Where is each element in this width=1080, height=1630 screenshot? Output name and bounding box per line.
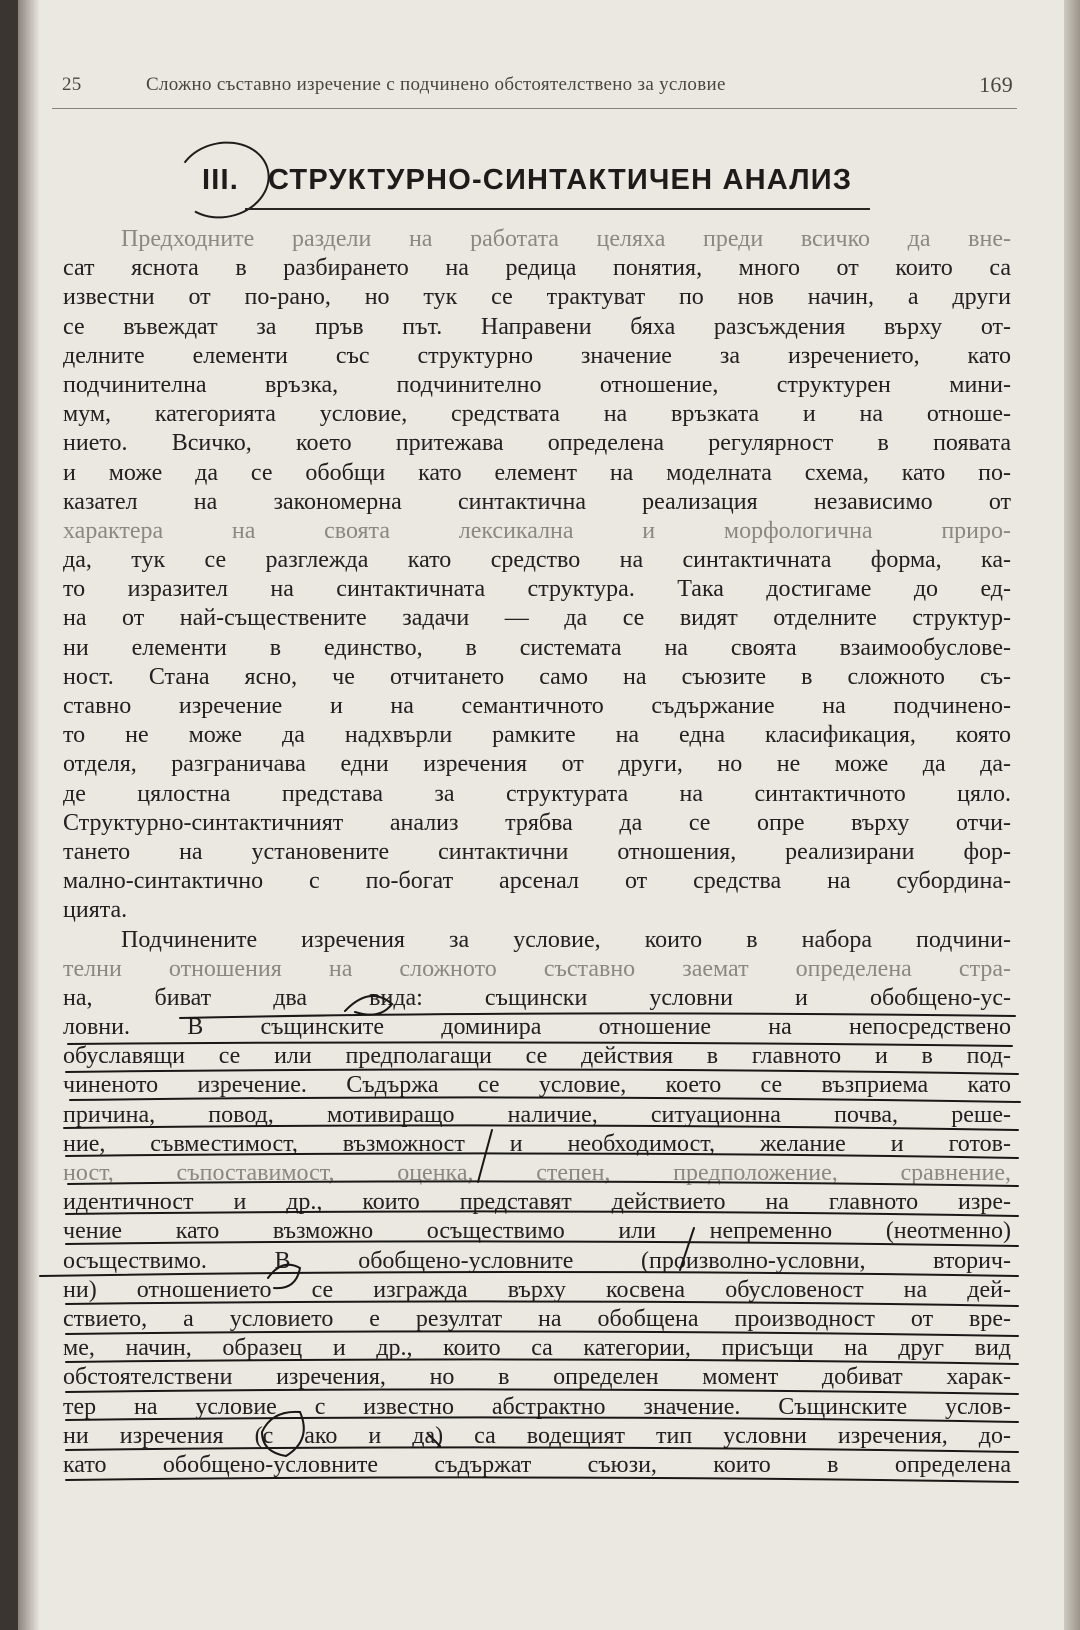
text-line: Предходните раздели на работата целяха преди всичко да вне- bbox=[121, 226, 1011, 252]
text-line: ни) отношението се изгражда върху косвена обусловеност на дей- bbox=[63, 1276, 1011, 1303]
text-line: осъществимо. В обобщено-условните (произволно-условни, вторич- bbox=[63, 1247, 1011, 1274]
text-line: нието. Всичко, което притежава определена регулярност в появата bbox=[63, 430, 1011, 457]
text-line: цията. bbox=[63, 897, 128, 924]
text-line: известни от по-рано, но тук се трактуват по нов начин, а други bbox=[63, 284, 1011, 311]
text-line: тането на установените синтактични отношения, реализирани фор- bbox=[63, 838, 1011, 865]
text-line: Структурно-синтактичният анализ трябва да се опре върху отчи- bbox=[63, 809, 1011, 836]
text-line: тер на условие с известно абстрактно значение. Същинските услов- bbox=[63, 1393, 1011, 1420]
page-number-left: 25 bbox=[62, 74, 82, 95]
text-line: сат яснота в разбирането на редица понятия, много от които са bbox=[63, 255, 1011, 282]
text-line: де цялостна представа за структурата на синтактичното цяло. bbox=[63, 780, 1011, 807]
body-text bbox=[63, 225, 1011, 1480]
text-line: да, тук се разглежда като средство на синтактичната форма, ка- bbox=[63, 547, 1011, 574]
text-line: идентичност и др., които представят действието на главното изре- bbox=[63, 1189, 1011, 1216]
text-line: мум, категорията условие, средствата на връзката и на отноше- bbox=[63, 401, 1011, 428]
text-line: като обобщено-условните съдържат съюзи, които в определена bbox=[63, 1451, 1011, 1478]
section-title: СТРУКТУРНО-СИНТАКТИЧЕН АНАЛИЗ bbox=[268, 164, 853, 196]
text-line: ни елементи в единство, в системата на своята взаимообусловe- bbox=[63, 634, 1011, 661]
text-line: то изразител на синтактичната структура. Така достигаме до ед- bbox=[63, 576, 1011, 603]
text-line: ме, начин, образец и др., които са категории, присъщи на друг вид bbox=[63, 1335, 1011, 1362]
text-line: телни отношения на сложното съставно заемат определена стра- bbox=[63, 955, 1011, 982]
text-line: ни изречения (с ако и да) са водещият тип условни изречения, до- bbox=[63, 1422, 1011, 1449]
text-line: на, биват два вида: същински условни и обобщено-ус- bbox=[63, 984, 1011, 1011]
running-title: Сложно съставно изречение с подчинено обстоятелствено за условие bbox=[146, 74, 726, 95]
text-line: казател на закономерна синтактична реализация независимо от bbox=[63, 488, 1011, 515]
running-header bbox=[60, 74, 1015, 104]
title-underline bbox=[245, 208, 870, 210]
text-line: ствието, а условието е резултат на обобщена производност от вре- bbox=[63, 1305, 1011, 1332]
text-line: то не може да надхвърли рамките на една класификация, която bbox=[63, 722, 1011, 749]
text-line: на от най-съществените задачи — да се видят отделните структур- bbox=[63, 605, 1011, 632]
text-line: отделя, разграничава едни изречения от други, но не може да да- bbox=[63, 751, 1011, 778]
text-line: Подчинените изречения за условие, които в набора подчини- bbox=[121, 926, 1011, 953]
gutter-shadow bbox=[18, 0, 40, 1630]
section-heading bbox=[170, 160, 890, 210]
text-line: обстоятелствени изречения, но в определен момент добиват харак- bbox=[63, 1364, 1011, 1391]
text-line: ловни. В същинските доминира отношение на непосредствено bbox=[63, 1014, 1011, 1041]
text-line: характера на своята лексикална и морфологична приро- bbox=[63, 517, 1011, 544]
text-line: ние, съвместимост, възможност и необходимост, желание и готов- bbox=[63, 1130, 1011, 1157]
text-line: и може да се обобщи като елемент на моделната схема, като по- bbox=[63, 459, 1011, 486]
header-rule bbox=[52, 108, 1017, 109]
text-line: подчинителна връзка, подчинително отношение, структурен мини- bbox=[63, 371, 1011, 398]
text-line: причина, повод, мотивиращо наличие, ситуационна почва, реше- bbox=[63, 1101, 1011, 1128]
text-line: мално-синтактично с по-богат арсенал от средства на субордина- bbox=[63, 868, 1011, 895]
text-line: ност. Стана ясно, че отчитането само на съюзите в сложното съ- bbox=[63, 663, 1011, 690]
text-line: се въвеждат за пръв път. Направени бяха разсъждения върху от- bbox=[63, 313, 1011, 340]
text-line: чение като възможно осъществимо или непременно (неотменно) bbox=[63, 1218, 1011, 1245]
text-line: ставно изречение и на семантичното съдържание на подчинено- bbox=[63, 693, 1011, 719]
text-line: чиненото изречение. Съдържа се условие, което се възприема като bbox=[63, 1072, 1011, 1099]
text-line: делните елементи със структурно значение за изречението, като bbox=[63, 342, 1011, 369]
text-line: ност, съпоставимост, оценка, степен, предположение, сравнение, bbox=[63, 1160, 1011, 1186]
section-number: III. bbox=[202, 164, 240, 196]
text-line: обуславящи се или предполагащи се действия в главното и в под- bbox=[63, 1043, 1011, 1070]
page-number-right: 169 bbox=[979, 72, 1013, 97]
page-edge bbox=[1064, 0, 1080, 1630]
